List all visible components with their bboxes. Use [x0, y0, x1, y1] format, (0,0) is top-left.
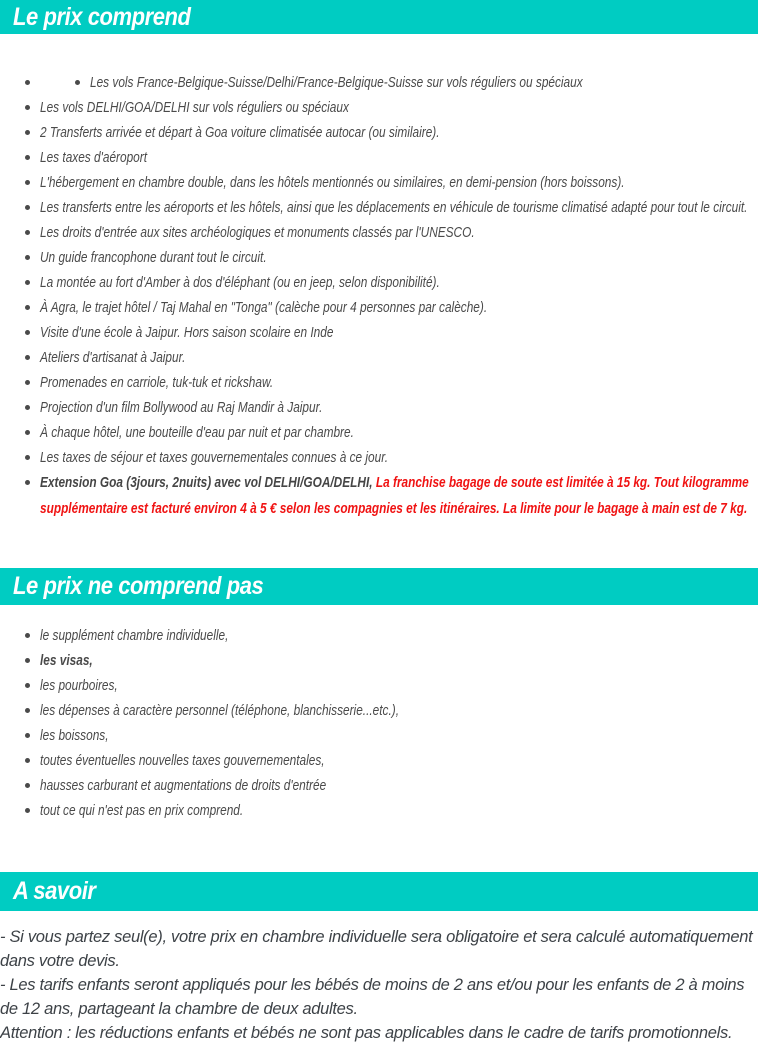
section-title-price-excludes: Le prix ne comprend pas: [13, 572, 264, 600]
bullet-icon: [75, 80, 80, 85]
list-item: [25, 245, 758, 270]
list-item: [25, 723, 758, 748]
bullet-icon: [25, 633, 30, 638]
list-item-text: Les vols DELHI/GOA/DELHI sur vols réguliers ou spéciaux: [40, 99, 349, 116]
bullet-icon: [25, 708, 30, 713]
baggage-warning-line1: La franchise bagage de soute est limitée à 15 kg. Tout kilogramme: [375, 474, 749, 491]
bullet-icon: [25, 405, 30, 410]
list-item-text: Un guide francophone durant tout le circuit.: [40, 249, 267, 266]
list-item-text: L'hébergement en chambre double, dans les hôtels mentionnés ou similaires, en demi-pension (hors boissons).: [40, 174, 625, 191]
list-item-text: 2 Transferts arrivée et départ à Goa voiture climatisée autocar (ou similaire).: [40, 124, 440, 141]
bullet-icon: [25, 683, 30, 688]
list-item-text: toutes éventuelles nouvelles taxes gouvernementales,: [40, 752, 325, 769]
bullet-icon: [25, 758, 30, 763]
list-item-text: les boissons,: [40, 727, 109, 744]
section-title-to-know: A savoir: [13, 877, 96, 905]
list-item: [25, 445, 758, 470]
bullet-icon: [25, 305, 30, 310]
list-item: [25, 798, 758, 823]
bullet-icon: [25, 230, 30, 235]
extension-goa-bold-text: Extension Goa (3jours, 2nuits) avec vol DELHI/GOA/DELHI,: [40, 474, 376, 491]
list-item: [25, 345, 758, 370]
bullet-icon: [25, 280, 30, 285]
list-item-text: Les transferts entre les aéroports et les hôtels, ainsi que les déplacements en véhicule de tourisme climatisé adapté pour tout le circuit.: [40, 199, 748, 216]
section-header-to-know: [0, 872, 758, 911]
to-know-notes: [0, 925, 758, 1045]
bullet-icon: [25, 80, 30, 85]
bullet-icon: [25, 105, 30, 110]
list-item-text: Les droits d'entrée aux sites archéologiques et monuments classés par l'UNESCO.: [40, 224, 475, 241]
bullet-icon: [25, 430, 30, 435]
list-item: [25, 320, 758, 345]
list-item-text: À chaque hôtel, une bouteille d'eau par nuit et par chambre.: [40, 424, 354, 441]
list-item-text: Les taxes de séjour et taxes gouvernementales connues à ce jour.: [40, 449, 389, 466]
list-item: [25, 698, 758, 723]
list-item-text: les visas,: [40, 652, 93, 669]
bullet-icon: [25, 455, 30, 460]
list-item-text: La montée au fort d'Amber à dos d'éléphant (ou en jeep, selon disponibilité).: [40, 274, 440, 291]
list-item: [25, 95, 758, 120]
list-item-extension-goa: [25, 470, 758, 522]
list-item-text: Les vols France-Belgique-Suisse/Delhi/France-Belgique-Suisse sur vols réguliers ou spéciaux: [90, 74, 583, 91]
note-promo-warning: Attention : les réductions enfants et bébés ne sont pas applicables dans le cadre de tarifs promotionnels.: [0, 1024, 733, 1042]
list-item-text: Visite d'une école à Jaipur. Hors saison scolaire en Inde: [40, 324, 334, 341]
note-child-rates: - Les tarifs enfants seront appliqués pour les bébés de moins de 2 ans et/ou pour les enfants de 2 à moins de 12 ans, partageant la chambre de deux adultes.: [0, 976, 745, 1018]
list-item: [25, 295, 758, 320]
bullet-icon: [25, 808, 30, 813]
extension-goa-line1: [40, 470, 749, 496]
list-item-text: Les taxes d'aéroport: [40, 149, 148, 166]
list-item: [25, 270, 758, 295]
section-header-price-excludes: [0, 568, 758, 605]
list-item: [25, 145, 758, 170]
list-item-text: Projection d'un film Bollywood au Raj Mandir à Jaipur.: [40, 399, 323, 416]
bullet-icon: [25, 480, 30, 485]
bullet-icon: [25, 783, 30, 788]
extension-goa-text: [40, 470, 758, 522]
list-item: [25, 195, 758, 220]
bullet-icon: [25, 380, 30, 385]
section-header-price-includes: [0, 0, 758, 34]
list-item-nested: [25, 70, 758, 95]
baggage-warning-line2: supplémentaire est facturé environ 4 à 5 € selon les compagnies et les itinéraires. La limite pour le bagage à main est de 7 kg.: [40, 500, 748, 517]
bullet-icon: [25, 355, 30, 360]
bullet-icon: [25, 130, 30, 135]
list-item: [25, 773, 758, 798]
list-item: [25, 370, 758, 395]
list-item-text: tout ce qui n'est pas en prix comprend.: [40, 802, 244, 819]
list-item-text: le supplément chambre individuelle,: [40, 627, 229, 644]
bullet-icon: [25, 180, 30, 185]
list-item-text: À Agra, le trajet hôtel / Taj Mahal en "Tonga" (calèche pour 4 personnes par calèche).: [40, 299, 488, 316]
bullet-icon: [25, 658, 30, 663]
bullet-icon: [25, 205, 30, 210]
bullet-icon: [25, 733, 30, 738]
note-single-room: - Si vous partez seul(e), votre prix en chambre individuelle sera obligatoire et sera calculé automatiquement dans votre devis.: [0, 928, 753, 970]
list-item-text: les pourboires,: [40, 677, 118, 694]
bullet-icon: [25, 255, 30, 260]
bullet-icon: [25, 330, 30, 335]
list-item: [25, 220, 758, 245]
list-item: [25, 420, 758, 445]
bullet-icon: [25, 155, 30, 160]
section-title-price-includes: Le prix comprend: [13, 2, 191, 31]
list-item-text: hausses carburant et augmentations de droits d'entrée: [40, 777, 327, 794]
list-item: [25, 623, 758, 648]
list-item: [25, 748, 758, 773]
list-item-text: Ateliers d'artisanat à Jaipur.: [40, 349, 186, 366]
price-includes-list: [0, 70, 758, 522]
list-item-text: Promenades en carriole, tuk-tuk et rickshaw.: [40, 374, 274, 391]
list-item: [25, 395, 758, 420]
list-item-visas: [25, 648, 758, 673]
list-item: [25, 170, 758, 195]
list-item-text: les dépenses à caractère personnel (téléphone, blanchisserie...etc.),: [40, 702, 400, 719]
price-excludes-list: [0, 623, 758, 823]
list-item: [25, 120, 758, 145]
list-item: [25, 673, 758, 698]
